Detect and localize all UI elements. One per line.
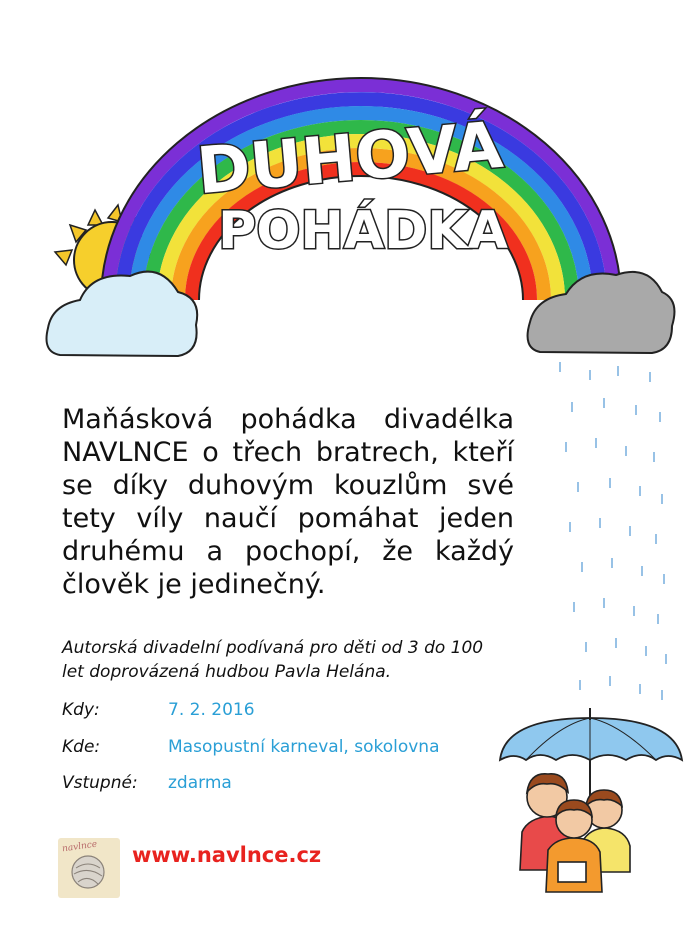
title-line-2: POHÁDKA — [218, 201, 508, 261]
umbrella-icon — [500, 708, 682, 800]
detail-label-when: Kdy: — [62, 700, 100, 720]
title-line-1: DUHOVÁ — [194, 108, 506, 210]
logo-text: navlnce — [61, 839, 98, 855]
detail-label-price: Vstupné: — [62, 773, 138, 793]
detail-value-when: 7. 2. 2016 — [168, 700, 255, 720]
intro-text: Autorská divadelní podívaná pro děti od 3 do 100 let doprovázená hudbou Pavla Helána. — [62, 638, 484, 682]
website-link[interactable]: www.navlnce.cz — [132, 843, 322, 867]
rain-drops — [560, 362, 666, 700]
description-text: Maňásková pohádka divadélka NAVLNCE o třech bratrech, kteří se díky duhovým kouzlům své tety víly naučí pomáhat jeden druhému a pochopí, že každý člověk je jedinečný. — [62, 404, 514, 600]
detail-label-where: Kde: — [62, 737, 101, 757]
detail-value-where: Masopustní karneval, sokolovna — [168, 737, 440, 757]
detail-value-price: zdarma — [168, 773, 232, 793]
children-figures — [520, 774, 630, 892]
navlnce-logo — [58, 838, 120, 898]
